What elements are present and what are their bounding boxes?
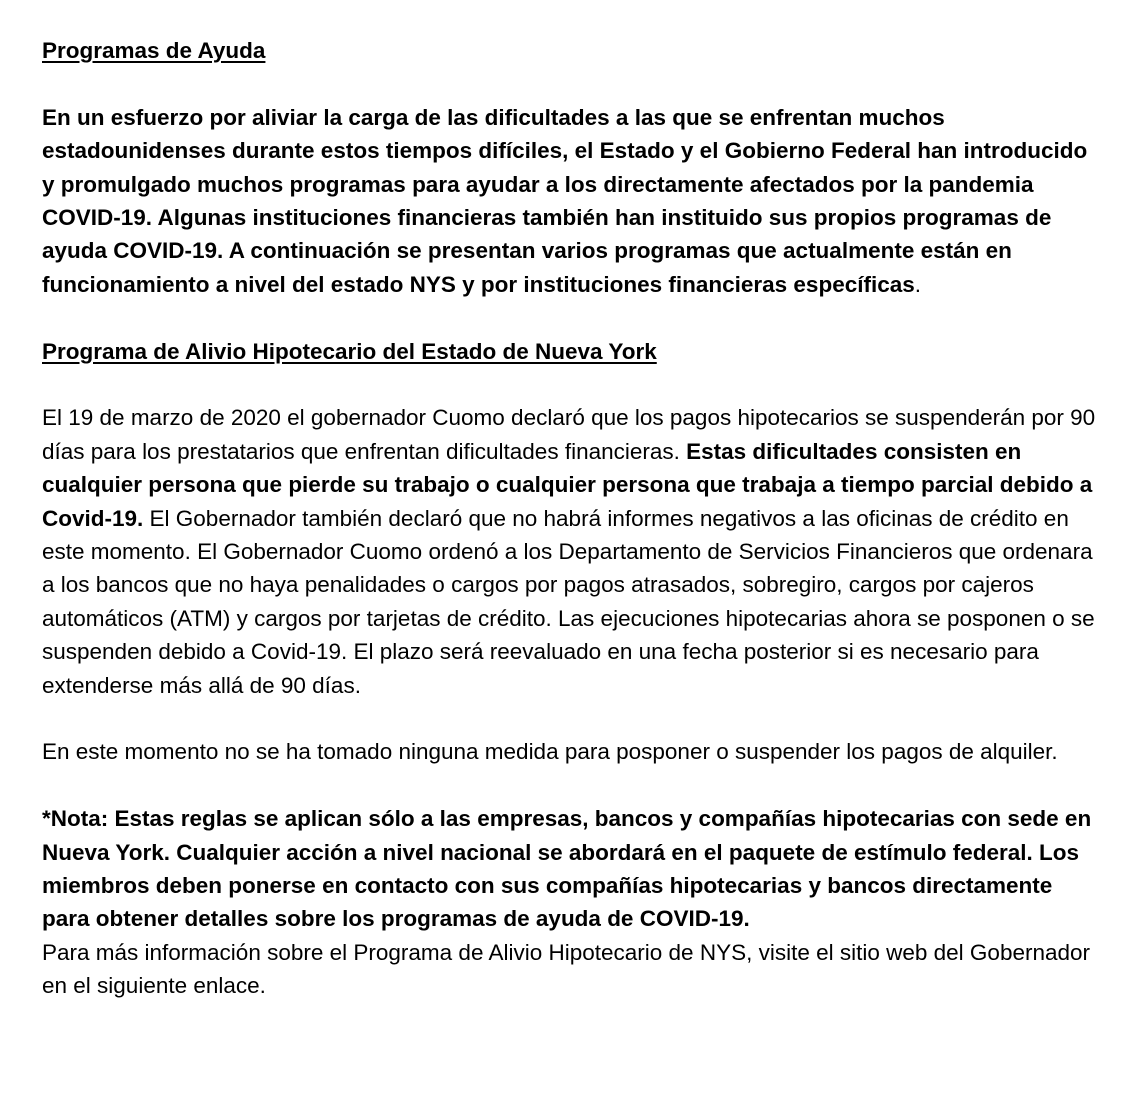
mortgage-relief-paragraph (42, 401, 1098, 702)
spacer (42, 368, 1098, 401)
more-info-paragraph: Para más información sobre el Programa de Alivio Hipotecario de NYS, visite el sitio web del Gobernador en el siguiente enlace. (42, 939, 1091, 999)
mortgage-relief-bold-text: Estas dificultades consisten en cualquier persona que pierde su trabajo o cualquier persona que trabaja a tiempo parcial debido a Covid-19. (42, 438, 1093, 531)
note-paragraph: *Nota: Estas reglas se aplican sólo a las empresas, bancos y compañías hipotecarias con sede en Nueva York. Cualquier acción a nivel nacional se abordará en el paquete de estímulo federal. Los miembros deben ponerse en contacto con sus compañías hipotecarias y bancos directamente para obtener detalles sobre los programas de ayuda de COVID-19. (42, 806, 1092, 932)
mortgage-relief-text-start: El 19 de marzo de 2020 el gobernador Cuomo declaró que los pagos hipotecarios se suspenderán por 90 días para los prestatarios que enfrentan dificultades financieras. (42, 405, 1096, 464)
spacer (42, 67, 1098, 100)
spacer (42, 301, 1098, 334)
heading-programas-de-ayuda: Programas de Ayuda (42, 38, 266, 63)
intro-paragraph (42, 101, 1098, 301)
mortgage-relief-text-end: El Gobernador también declaró que no habrá informes negativos a las oficinas de crédito en este momento. El Gobernador Cuomo ordenó a los Departamento de Servicios Financieros que ordenara a los bancos que no haya penalidades o cargos por pagos atrasados, sobregiro, cargos por cajeros automáticos (ATM) y cargos por tarjetas de crédito. Las ejecuciones hipotecarias ahora se posponen o se suspenden debido a Covid-19. El plazo será reevaluado en una fecha posterior si es necesario para extenderse más allá de 90 días. (42, 505, 1095, 698)
heading-alivio-hipotecario: Programa de Alivio Hipotecario del Estado de Nueva York (42, 338, 657, 364)
rent-paragraph: En este momento no se ha tomado ninguna medida para posponer o suspender los pagos de alquiler. (42, 739, 1058, 765)
spacer (42, 702, 1098, 735)
intro-text: En un esfuerzo por aliviar la carga de las dificultades a las que se enfrentan muchos estadounidenses durante estos tiempos difíciles, el Estado y el Gobierno Federal han introducido y promulgado muchos programas para ayudar a los directamente afectados por la pandemia COVID-19. Algunas instituciones financieras también han instituido sus propios programas de ayuda COVID-19. A continuación se presentan varios programas que actualmente están en funcionamiento a nivel del estado NYS y por instituciones financieras específicas (42, 104, 1088, 297)
intro-period: . (914, 271, 922, 297)
spacer (42, 769, 1098, 802)
